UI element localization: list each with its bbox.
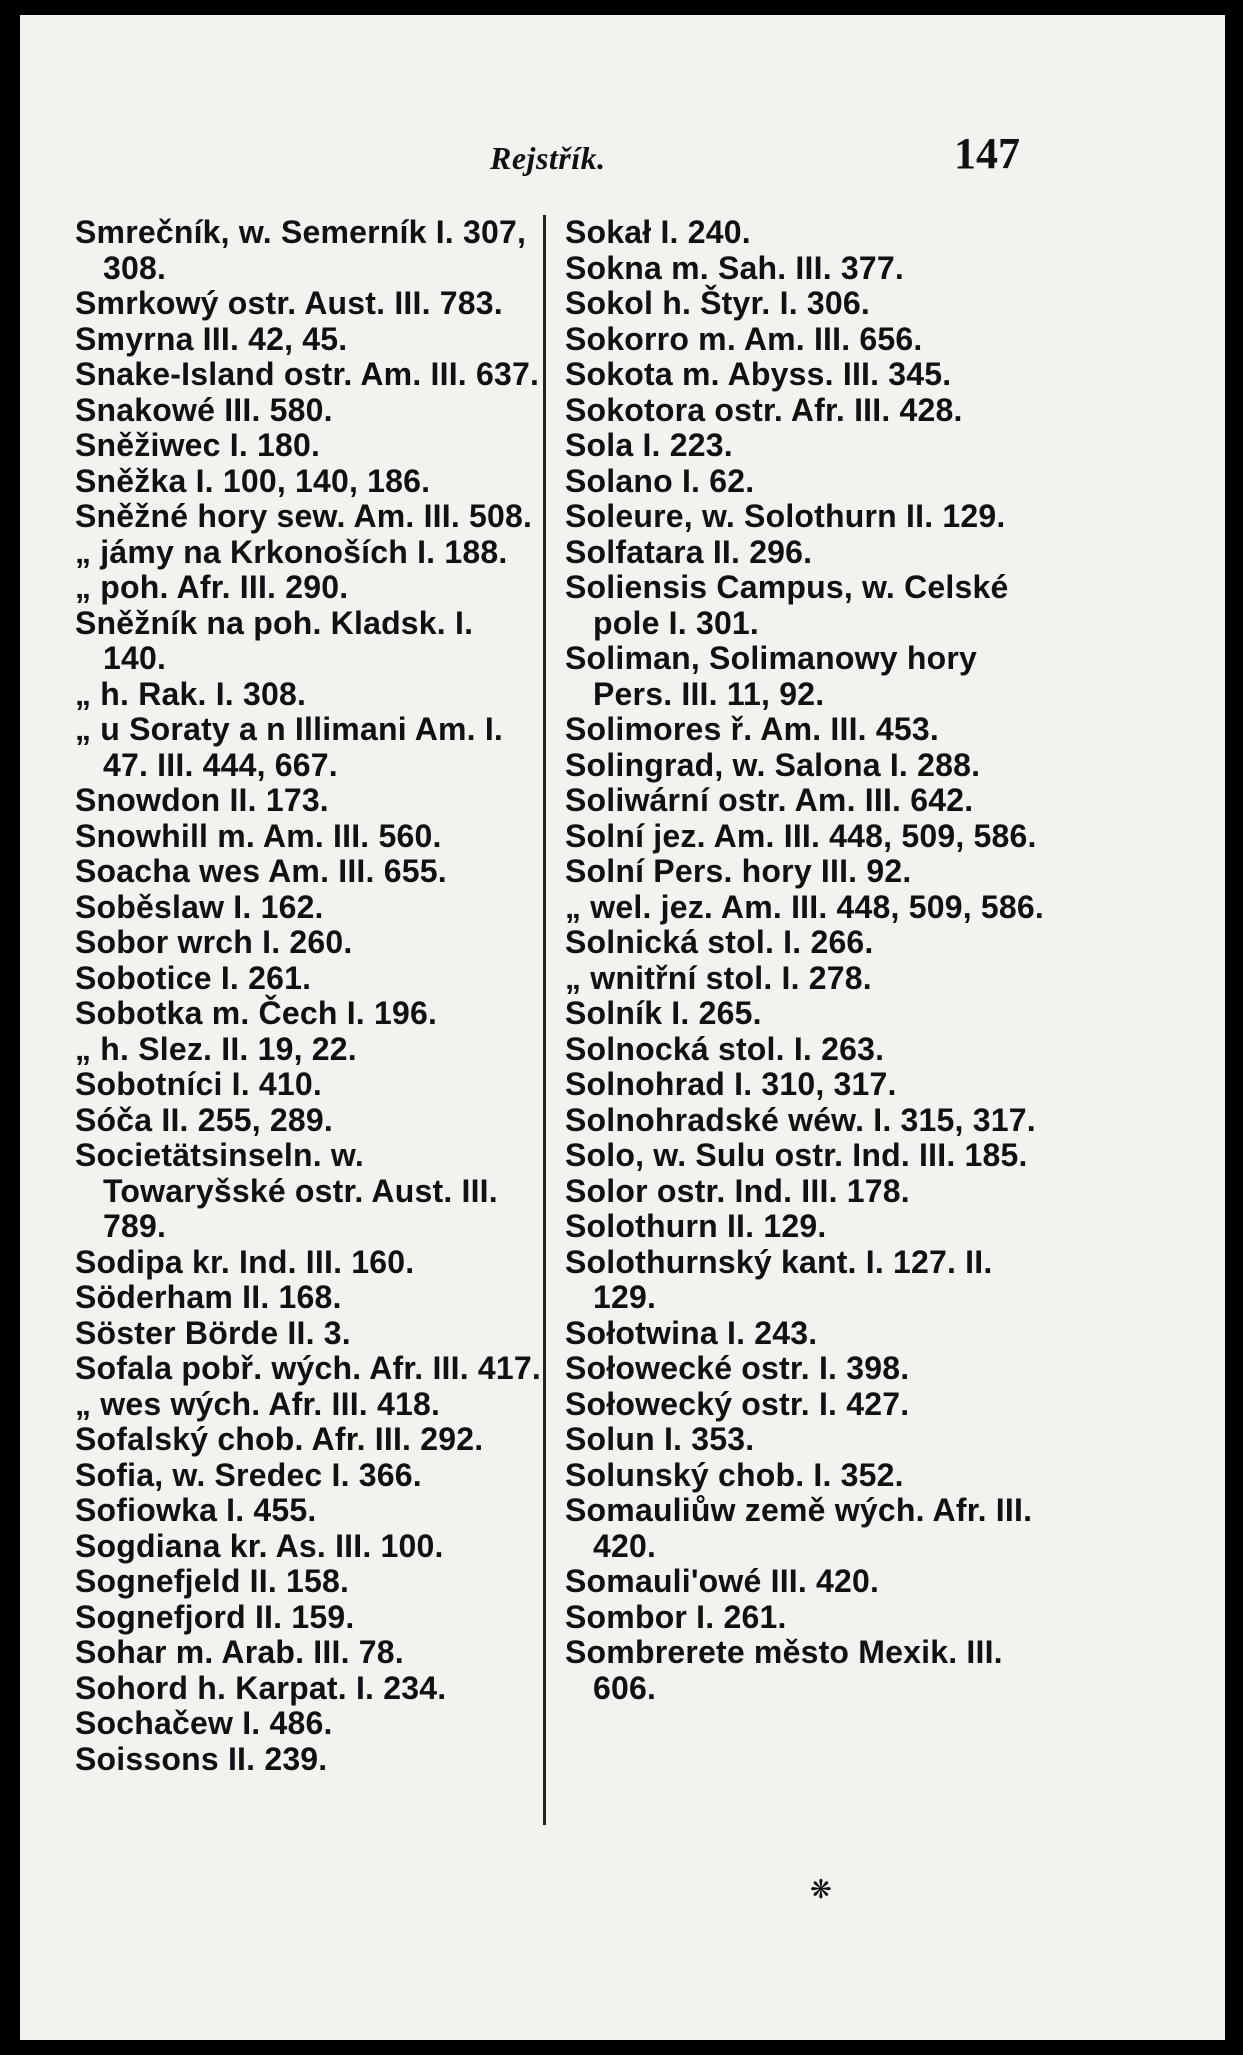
index-entry: Smrečník, w. Semerník I. 307, 308.	[75, 214, 527, 286]
index-entry: Sołowecký ostr. I. 427.	[565, 1385, 910, 1422]
index-entry: Solnohrad I. 310, 317.	[565, 1066, 897, 1102]
index-entry: Söster Börde II. 3.	[75, 1314, 351, 1351]
index-column-right	[565, 215, 1050, 1706]
index-entry: Somauli'owé III. 420.	[565, 1563, 880, 1599]
index-entry: „ wes wých. Afr. III. 418.	[75, 1385, 441, 1422]
index-entry: Sněžiwec I. 180.	[75, 427, 321, 463]
index-entry: Solano I. 62.	[565, 462, 755, 499]
index-entry: Sofia, w. Sredec I. 366.	[75, 1456, 422, 1493]
index-entry: Sokota m. Abyss. III. 345.	[565, 356, 952, 392]
index-entry: Snakowé III. 580.	[75, 391, 333, 428]
index-entry: Somauliůw země wých. Afr. III. 420.	[565, 1492, 1033, 1564]
index-entry: Solník I. 265.	[565, 995, 762, 1031]
index-entry: Sněžné hory sew. Am. III. 508.	[75, 498, 533, 534]
index-entry: Söderham II. 168.	[75, 1279, 342, 1315]
index-entry: Sokna m. Sah. III. 377.	[565, 249, 904, 286]
index-entry: Soliwární ostr. Am. III. 642.	[565, 782, 974, 818]
book-page	[20, 15, 1225, 2040]
index-entry: Sogdiana kr. As. III. 100.	[75, 1527, 444, 1564]
index-column-left	[75, 215, 545, 1777]
index-entry: Snowhill m. Am. III. 560.	[75, 817, 442, 854]
index-entry: Sobotice I. 261.	[75, 959, 312, 996]
index-entry: „ wel. jez. Am. III. 448, 509, 586.	[565, 888, 1044, 925]
index-entry: Sohord h. Karpat. I. 234.	[75, 1669, 447, 1706]
index-entry: Solní Pers. hory III. 92.	[565, 853, 912, 889]
index-entry: Sodipa kr. Ind. III. 160.	[75, 1243, 415, 1280]
printer-signature-mark: ❋	[810, 1875, 832, 1905]
index-entry: „ u Soraty a n Illimani Am. I. 47. III. 444, 667.	[75, 711, 504, 783]
index-entry: Sołotwina I. 243.	[565, 1314, 818, 1351]
index-entry: Sołowecké ostr. I. 398.	[565, 1350, 910, 1386]
index-entry: Solor ostr. Ind. III. 178.	[565, 1172, 910, 1209]
index-entry: Sóča II. 255, 289.	[75, 1101, 333, 1138]
index-entry: Solo, w. Sulu ostr. Ind. III. 185.	[565, 1137, 1028, 1173]
index-entry: Sofala pobř. wých. Afr. III. 417.	[75, 1350, 541, 1386]
index-entry: Soacha wes Am. III. 655.	[75, 853, 447, 889]
index-entry: „ jámy na Krkonoších I. 188.	[75, 533, 508, 570]
index-entry: „ poh. Afr. III. 290.	[75, 569, 349, 605]
running-title: Rejstřík.	[490, 140, 606, 176]
index-entry: Solfatara II. 296.	[565, 533, 813, 570]
index-entry: Sněžník na poh. Kladsk. I. 140.	[75, 604, 474, 676]
index-entry: Societätsinseln. w. Towaryšské ostr. Aust. III. 789.	[75, 1137, 498, 1244]
index-entry: Solun I. 353.	[565, 1421, 755, 1457]
page-number: 147	[954, 129, 1020, 178]
index-entry: Sola I. 223.	[565, 427, 733, 463]
index-entry: Sobotka m. Čech I. 196.	[75, 995, 438, 1031]
index-entry: Sokorro m. Am. III. 656.	[565, 320, 923, 357]
index-entry: Smrkowý ostr. Aust. III. 783.	[75, 285, 503, 321]
index-entry: Smyrna III. 42, 45.	[75, 320, 348, 357]
index-entry: Soissons II. 239.	[75, 1740, 328, 1777]
index-entry: Solothurnský kant. I. 127. II. 129.	[565, 1243, 993, 1315]
index-entry: Sofiowka I. 455.	[75, 1492, 317, 1528]
index-entry: Solní jez. Am. III. 448, 509, 586.	[565, 817, 1037, 854]
index-entry: „ h. Rak. I. 308.	[75, 675, 307, 712]
column-divider	[543, 215, 546, 1825]
index-entry: Solnocká stol. I. 263.	[565, 1030, 885, 1067]
index-entry: „ wnitřní stol. I. 278.	[565, 959, 872, 996]
index-entry: Sobotníci I. 410.	[75, 1066, 323, 1102]
index-entry: Solunský chob. I. 352.	[565, 1456, 904, 1493]
index-entry: Sněžka I. 100, 140, 186.	[75, 462, 431, 499]
index-entry: Soleure, w. Solothurn II. 129.	[565, 498, 1006, 534]
index-entry: Solothurn II. 129.	[565, 1208, 827, 1244]
index-entry: Solnohradské wéw. I. 315, 317.	[565, 1101, 1036, 1138]
index-entry: Soběslaw I. 162.	[75, 888, 324, 925]
index-entry: Sokotora ostr. Afr. III. 428.	[565, 391, 963, 428]
index-entry: Sognefjord II. 159.	[75, 1598, 355, 1635]
index-entry: Soliensis Campus, w. Celské pole I. 301.	[565, 569, 1009, 641]
index-entry: Sombrerete město Mexik. III. 606.	[565, 1634, 1003, 1706]
index-entry: Sohar m. Arab. III. 78.	[75, 1634, 404, 1670]
index-entry: Snake-Island ostr. Am. III. 637.	[75, 356, 540, 392]
index-entry: Snowdon II. 173.	[75, 782, 329, 818]
index-entry: Soliman, Solimanowy hory Pers. III. 11, 92.	[565, 640, 977, 712]
page-header	[20, 120, 1225, 180]
index-entry: Solnická stol. I. 266.	[565, 924, 874, 960]
index-entry: Sofalský chob. Afr. III. 292.	[75, 1421, 484, 1457]
index-entry: „ h. Slez. II. 19, 22.	[75, 1030, 357, 1067]
index-entry: Sokol h. Štyr. I. 306.	[565, 285, 870, 321]
index-entry: Solingrad, w. Salona I. 288.	[565, 746, 981, 783]
index-entry: Sochačew I. 486.	[75, 1705, 333, 1741]
index-entry: Sognefjeld II. 158.	[75, 1563, 350, 1599]
index-entry: Sokał I. 240.	[565, 214, 751, 250]
index-entry: Sombor I. 261.	[565, 1598, 787, 1635]
index-entry: Solimores ř. Am. III. 453.	[565, 711, 939, 747]
index-entry: Sobor wrch I. 260.	[75, 924, 353, 960]
